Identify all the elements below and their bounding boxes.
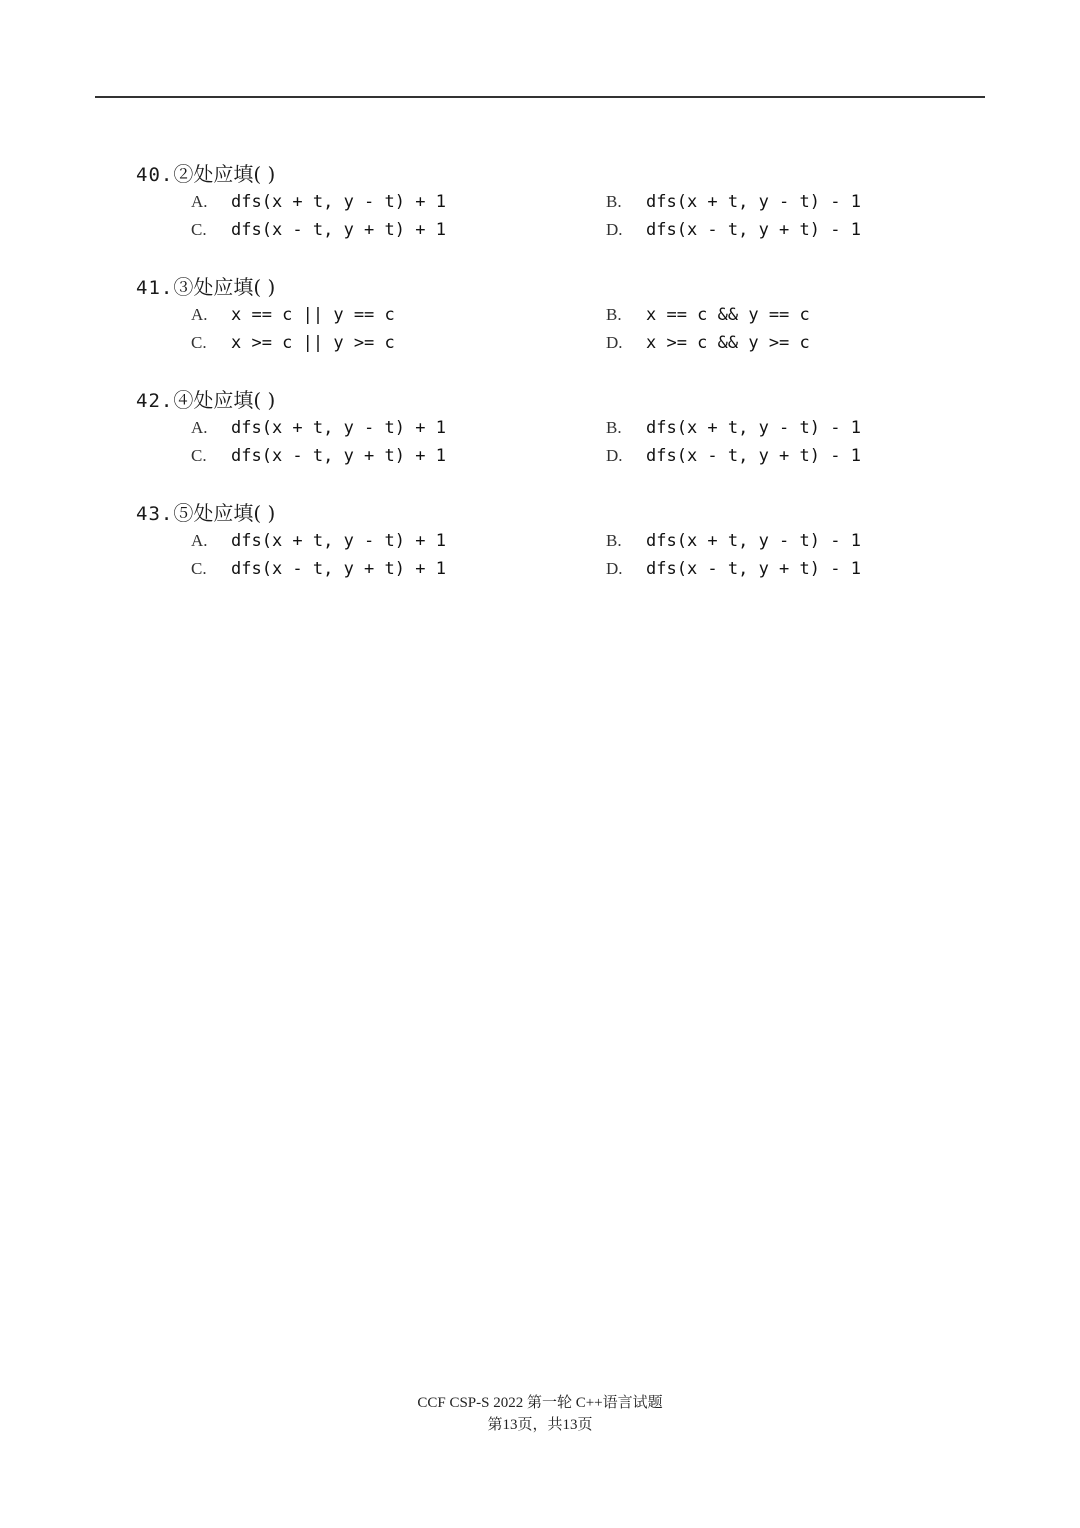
question-number: 41.	[136, 277, 174, 299]
option-code: dfs(x - t, y + t) + 1	[231, 559, 446, 579]
option-d	[606, 329, 810, 357]
question-number: 40.	[136, 164, 174, 186]
option-c	[191, 555, 446, 583]
footer-exam-title: CCF CSP-S 2022 第一轮 C++语言试题	[417, 1395, 663, 1411]
option-code: dfs(x + t, y - t) - 1	[646, 418, 861, 438]
option-c	[191, 329, 395, 357]
option-d	[606, 216, 861, 244]
question-stem: ④处应填( )	[173, 388, 276, 412]
option-letter: A.	[191, 192, 208, 211]
option-code: dfs(x - t, y + t) - 1	[646, 446, 861, 466]
question-title	[136, 499, 936, 527]
option-letter: D.	[606, 559, 623, 578]
option-letter: D.	[606, 220, 623, 239]
option-letter: C.	[191, 446, 207, 465]
question-stem: ③处应填( )	[173, 275, 276, 299]
question-number: 43.	[136, 503, 174, 525]
option-code: dfs(x - t, y + t) + 1	[231, 446, 446, 466]
option-d	[606, 555, 861, 583]
option-a	[191, 188, 446, 216]
option-code: dfs(x + t, y - t) + 1	[231, 192, 446, 212]
option-letter: D.	[606, 333, 623, 352]
option-code: dfs(x + t, y - t) - 1	[646, 192, 861, 212]
question-40	[136, 160, 936, 244]
page-footer	[0, 1392, 1080, 1436]
option-letter: D.	[606, 446, 623, 465]
footer-page-number: 第13页，共13页	[487, 1417, 593, 1433]
option-code: x >= c && y >= c	[646, 333, 810, 353]
option-letter: A.	[191, 418, 208, 437]
option-letter: C.	[191, 333, 207, 352]
option-letter: A.	[191, 531, 208, 550]
option-b	[606, 414, 861, 442]
option-code: x == c || y == c	[231, 305, 395, 325]
option-c	[191, 442, 446, 470]
option-letter: B.	[606, 531, 622, 550]
option-c	[191, 216, 446, 244]
option-b	[606, 301, 810, 329]
option-d	[606, 442, 861, 470]
option-row	[136, 442, 936, 470]
option-b	[606, 188, 861, 216]
option-letter: C.	[191, 559, 207, 578]
option-letter: B.	[606, 418, 622, 437]
header-rule	[95, 96, 985, 98]
option-code: dfs(x + t, y - t) - 1	[646, 531, 861, 551]
option-row	[136, 329, 936, 357]
option-row	[136, 527, 936, 555]
option-code: dfs(x + t, y - t) + 1	[231, 418, 446, 438]
option-code: dfs(x + t, y - t) + 1	[231, 531, 446, 551]
question-43	[136, 499, 936, 583]
option-letter: C.	[191, 220, 207, 239]
question-stem: ②处应填( )	[173, 162, 276, 186]
question-41	[136, 273, 936, 357]
option-row	[136, 414, 936, 442]
option-a	[191, 414, 446, 442]
option-code: dfs(x - t, y + t) - 1	[646, 559, 861, 579]
option-a	[191, 301, 395, 329]
question-number: 42.	[136, 390, 174, 412]
option-letter: B.	[606, 192, 622, 211]
question-stem: ⑤处应填( )	[173, 501, 276, 525]
option-row	[136, 188, 936, 216]
option-letter: A.	[191, 305, 208, 324]
option-code: x >= c || y >= c	[231, 333, 395, 353]
option-letter: B.	[606, 305, 622, 324]
option-row	[136, 555, 936, 583]
option-code: x == c && y == c	[646, 305, 810, 325]
option-a	[191, 527, 446, 555]
option-b	[606, 527, 861, 555]
option-code: dfs(x - t, y + t) + 1	[231, 220, 446, 240]
option-row	[136, 216, 936, 244]
option-row	[136, 301, 936, 329]
question-title	[136, 160, 936, 188]
question-title	[136, 386, 936, 414]
question-42	[136, 386, 936, 470]
question-title	[136, 273, 936, 301]
option-code: dfs(x - t, y + t) - 1	[646, 220, 861, 240]
